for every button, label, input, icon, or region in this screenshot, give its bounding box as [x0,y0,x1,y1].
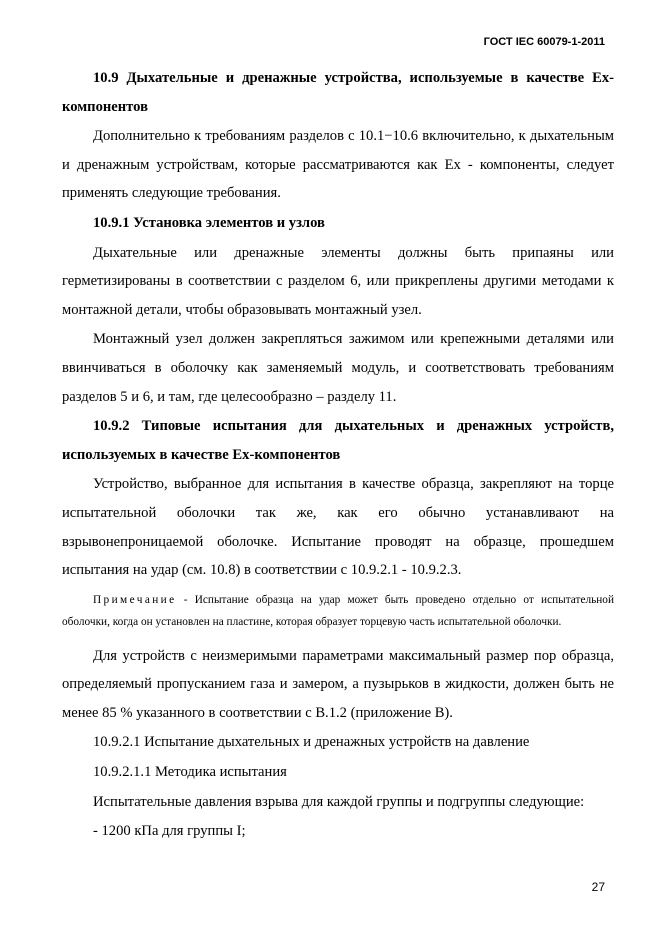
paragraph: Устройство, выбранное для испытания в качестве образца, закрепляют на торце испытательной оболочки так же, как его обычно устанавливают на взрывонепроницаемой оболочке. Испытание проводят на образце, прошедшем испытания на удар (см. 10.8) в соответствии с 10.9.2.1 - 10.9.2.3. [62,476,614,579]
paragraph: Дыхательные или дренажные элементы должны быть припаяны или герметизированы в соответствии с разделом 6, или прикреплены другими методами к монтажной детали, чтобы образовывать монтажный узел. [62,244,614,318]
section-heading-10-9: 10.9 Дыхательные и дренажные устройства, используемые в качестве Ех-компонентов [62,70,614,115]
document-header: ГОСТ IEC 60079-1-2011 [483,36,605,48]
paragraph: Для устройств с неизмеримыми параметрами максимальный размер пор образца, определяемый пропусканием газа и замером, а пузырьков в жидкости, должен быть не менее 85 % указанного в соответствии с В.1.2 (приложение В). [62,647,614,721]
paragraph: Дополнительно к требованиям разделов с 10.1−10.6 включительно, к дыхательным и дренажным устройствам, которые рассматриваются как Ех - компоненты, следует применять следующие требования. [62,128,614,202]
document-body [62,64,614,846]
paragraph: 10.9.2.1 Испытание дыхательных и дренажных устройств на давление [93,734,530,751]
paragraph: - 1200 кПа для группы I; [93,823,246,840]
paragraph: 10.9.2.1.1 Методика испытания [93,764,287,781]
page-number: 27 [591,880,605,894]
note [62,589,614,634]
paragraph: Монтажный узел должен закрепляться зажимом или крепежными деталями или ввинчиваться в оболочку как заменяемый модуль, и соответствовать требованиям разделов 5 и 6, и там, где целесообразно – разделу 11. [62,331,614,405]
section-heading-10-9-1: 10.9.1 Установка элементов и узлов [93,214,325,231]
paragraph: Испытательные давления взрыва для каждой группы и подгруппы следующие: [93,793,585,810]
note-text: - Испытание образца на удар может быть проведено отдельно от испытательной оболочки, когда он установлен на пластине, которая образует торцевую часть испытательной оболочки. [62,593,614,629]
section-heading-10-9-2: 10.9.2 Типовые испытания для дыхательных и дренажных устройств, используемых в качестве Ех-компонентов [62,418,614,463]
note-label: Примечание [93,593,177,606]
